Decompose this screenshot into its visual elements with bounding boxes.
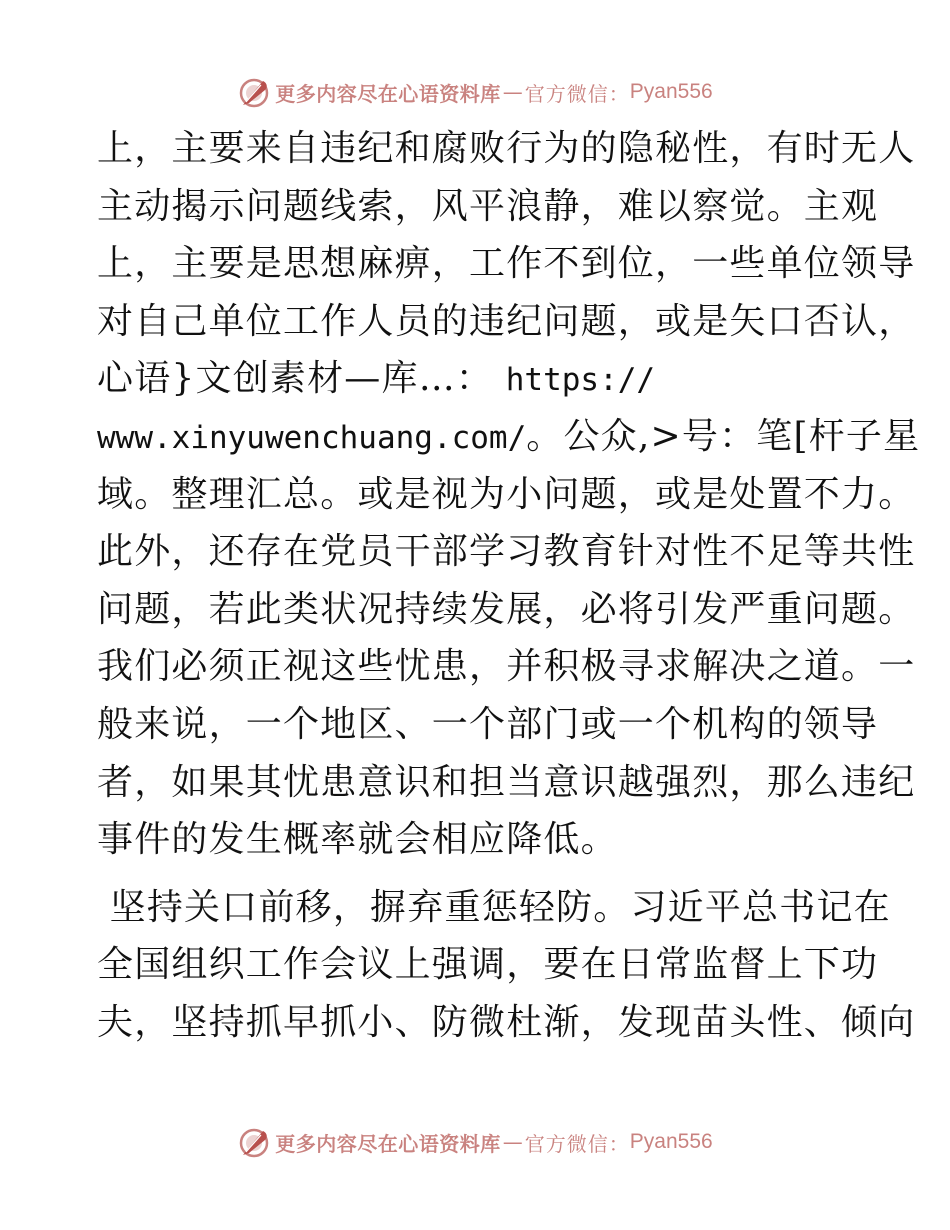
watermark-site-text: 更多内容尽在心语资料库: [275, 1131, 501, 1156]
feather-quill-logo-icon: [237, 1125, 271, 1159]
watermark-inline-text: 心语}文创素材—库…：: [97, 358, 494, 400]
footer-watermark-banner: [0, 1120, 950, 1164]
watermark-wechat-label: 官方微信：: [524, 81, 630, 106]
text-line: 域。整理汇总。或是视为小问题，或是处置不力。: [97, 473, 916, 515]
text-line-with-url: [97, 350, 867, 408]
watermark-site-text: 更多内容尽在心语资料库: [275, 81, 501, 106]
text-line: 全国组织工作会议上强调，要在日常监督上下功: [97, 944, 879, 986]
text-line-with-url: [97, 408, 921, 466]
text-line: 上，主要是思想麻痹，工作不到位，一些单位领导: [97, 243, 916, 285]
paragraph-gap: [97, 869, 867, 879]
text-line: 此外，还存在党员干部学习教育针对性不足等共性: [97, 531, 916, 573]
watermark-wechat-id: Pyan556: [629, 80, 713, 103]
text-line: 对自己单位工作人员的违纪问题，或是矢口否认，: [97, 300, 916, 342]
watermark-separator: —: [502, 1130, 523, 1154]
watermark-separator: —: [502, 80, 523, 104]
paragraph-1: [97, 120, 921, 869]
text-line: 般来说，一个地区、一个部门或一个机构的领导: [97, 703, 879, 745]
text-line: 事件的发生概率就会相应降低。: [97, 819, 618, 861]
feather-quill-logo-icon: [237, 75, 271, 109]
url-domain: www.xinyuwenchuang.com/: [97, 419, 527, 456]
text-line: 者，如果其忧患意识和担当意识越强烈，那么违纪: [97, 761, 916, 803]
watermark-inline-text: 。公众,>号：笔[杆子星: [526, 415, 921, 457]
text-line: 我们必须正视这些忧患，并积极寻求解决之道。一: [97, 646, 916, 688]
header-watermark-banner: [0, 70, 950, 114]
text-line: 问题，若此类状况持续发展，必将引发严重问题。: [97, 588, 916, 630]
document-body: [97, 120, 921, 1052]
url-scheme: https://: [505, 362, 656, 399]
watermark-wechat-id: Pyan556: [629, 1130, 713, 1153]
text-line: 夫，坚持抓早抓小、防微杜渐，发现苗头性、倾向: [97, 1001, 916, 1043]
paragraph-2: [97, 879, 916, 1052]
text-line: 上，主要来自违纪和腐败行为的隐秘性，有时无人: [97, 128, 916, 169]
watermark-wechat-label: 官方微信：: [524, 1131, 630, 1156]
text-line: 坚持关口前移，摒弃重惩轻防。习近平总书记在: [97, 886, 891, 928]
text-line: 主动揭示问题线索，风平浪静，难以察觉。主观: [97, 185, 879, 227]
